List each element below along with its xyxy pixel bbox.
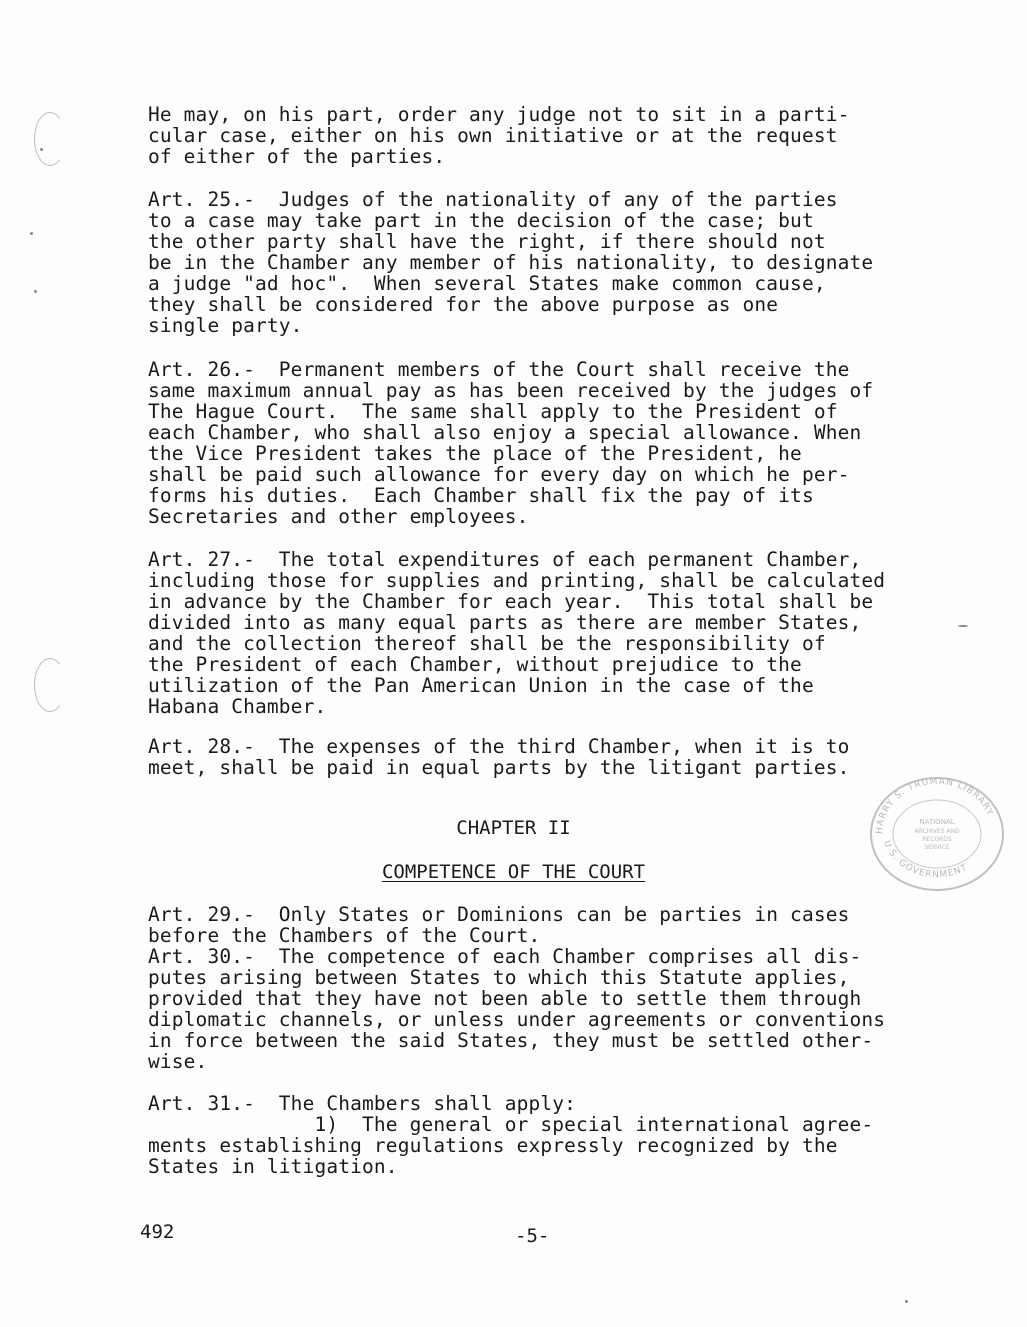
punch-hole-top <box>34 112 66 166</box>
text-line: Art. 28.- The expenses of the third Chamber, when it is to <box>148 735 850 758</box>
text-line: Art. 27.- The total expenditures of each permanent Chamber, <box>148 548 862 571</box>
text-line: they shall be considered for the above purpose as one <box>148 293 779 316</box>
text-line: Art. 26.- Permanent members of the Court shall receive the <box>148 358 850 381</box>
chapter-heading: CHAPTER II <box>456 817 571 839</box>
text-line: The Hague Court. The same shall apply to the President of <box>148 400 838 423</box>
chapter-title-text: COMPETENCE OF THE COURT <box>381 861 646 883</box>
text-line: Art. 29.- Only States or Dominions can be parties in cases <box>148 903 850 926</box>
scan-speck <box>30 232 33 235</box>
text-line: in advance by the Chamber for each year. This total shall be <box>148 590 874 613</box>
svg-text:ARCHIVES AND: ARCHIVES AND <box>914 828 960 835</box>
scan-speck <box>958 625 968 627</box>
svg-text:SERVICE: SERVICE <box>924 844 950 851</box>
text-line: 1) The general or special international agree- <box>148 1113 874 1136</box>
svg-text:RECORDS: RECORDS <box>922 836 952 843</box>
text-line: ments establishing regulations expressly recognized by the <box>148 1134 838 1157</box>
text-line: shall be paid such allowance for every day on which he per- <box>148 463 850 486</box>
document-number: 492 <box>140 1221 175 1243</box>
text-line: single party. <box>148 314 303 337</box>
text-line: before the Chambers of the Court. <box>148 924 541 947</box>
text-line: the President of each Chamber, without prejudice to the <box>148 653 802 676</box>
svg-text:NATIONAL: NATIONAL <box>919 818 955 826</box>
text-line: in force between the said States, they must be settled other- <box>148 1029 874 1052</box>
text-line: of either of the parties. <box>148 145 446 168</box>
punch-hole-middle <box>34 658 66 712</box>
text-line: Secretaries and other employees. <box>148 505 529 528</box>
text-line: the other party shall have the right, if there should not <box>148 230 826 253</box>
svg-text:HARRY S. TRUMAN LIBRARY: HARRY S. TRUMAN LIBRARY <box>874 776 995 835</box>
text-line: meet, shall be paid in equal parts by the litigant parties. <box>148 756 850 779</box>
text-line: including those for supplies and printing, shall be calculated <box>148 569 886 592</box>
text-line: divided into as many equal parts as there are member States, <box>148 611 862 634</box>
text-line: utilization of the Pan American Union in the case of the <box>148 674 814 697</box>
text-line: be in the Chamber any member of his nationality, to designate <box>148 251 874 274</box>
scan-speck <box>40 148 43 151</box>
text-line: provided that they have not been able to settle them through <box>148 987 862 1010</box>
text-line: putes arising between States to which this Statute applies, <box>148 966 850 989</box>
text-line: wise. <box>148 1050 208 1073</box>
text-line: diplomatic channels, or unless under agreements or conventions <box>148 1008 886 1031</box>
text-line: the Vice President takes the place of the President, he <box>148 442 802 465</box>
text-line: to a case may take part in the decision of the case; but <box>148 209 814 232</box>
page-number: -5- <box>515 1225 550 1247</box>
scan-speck <box>905 1300 908 1303</box>
text-line: each Chamber, who shall also enjoy a special allowance. When <box>148 421 862 444</box>
text-line: He may, on his part, order any judge not to sit in a parti- <box>148 103 850 126</box>
text-line: same maximum annual pay as has been received by the judges of <box>148 379 874 402</box>
text-line: Habana Chamber. <box>148 695 327 718</box>
text-line: and the collection thereof shall be the responsibility of <box>148 632 826 655</box>
archive-stamp-icon <box>862 772 1012 892</box>
text-line: a judge "ad hoc". When several States make common cause, <box>148 272 826 295</box>
text-line: Art. 31.- The Chambers shall apply: <box>148 1092 577 1115</box>
text-line: cular case, either on his own initiative or at the request <box>148 124 838 147</box>
text-line: States in litigation. <box>148 1155 398 1178</box>
text-line: Art. 25.- Judges of the nationality of any of the parties <box>148 188 838 211</box>
text-line: Art. 30.- The competence of each Chamber comprises all dis- <box>148 945 862 968</box>
scan-speck <box>34 290 37 293</box>
svg-text:U.S. GOVERNMENT: U.S. GOVERNMENT <box>881 839 970 881</box>
text-line: forms his duties. Each Chamber shall fix the pay of its <box>148 484 814 507</box>
